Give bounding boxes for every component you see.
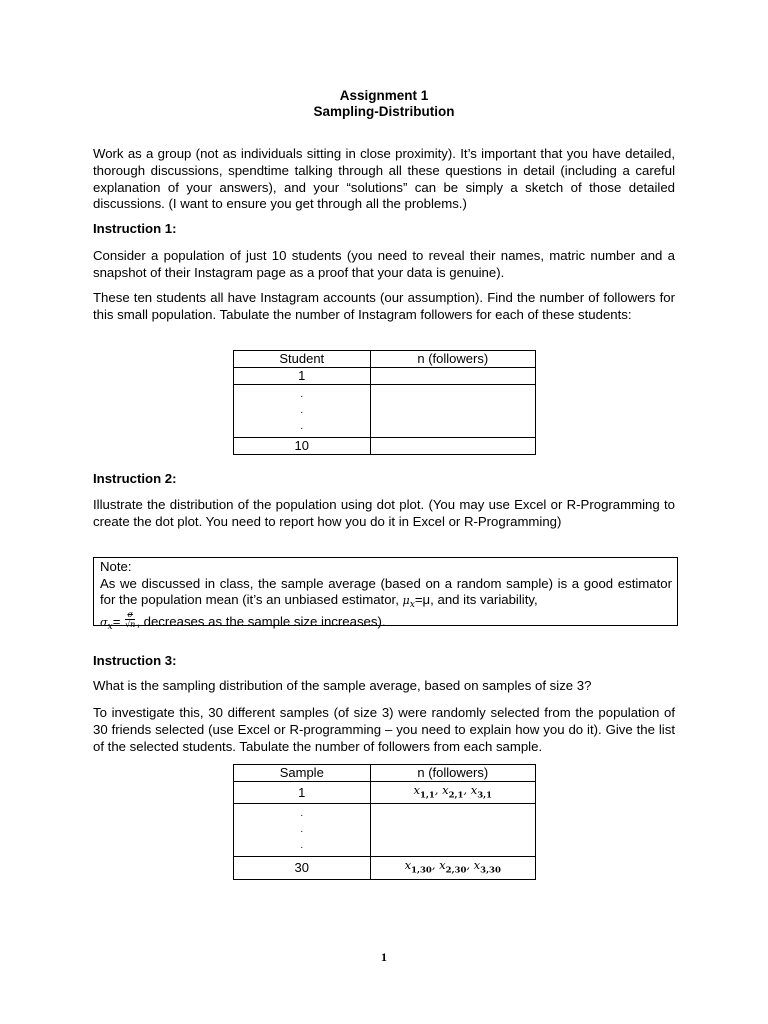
intro-paragraph: Work as a group (not as individuals sitting in close proximity). It’s important that you have detailed, thorough discussions, spendtime talking through all these questions in detail (including a careful explanation of your answers), and your “solutions” can be simply a sketch of those detailed discussions. (I want to ensure you get through all the problems.): [93, 146, 675, 212]
equals-sign: =: [112, 613, 121, 629]
assignment-title: Assignment 1: [339, 88, 429, 103]
page-number: 1: [381, 950, 387, 964]
table-cell: [370, 804, 535, 857]
table-cell: [370, 368, 535, 385]
assignment-subtitle: Sampling-Distribution: [313, 104, 455, 119]
ellipsis-dot: .: [300, 840, 304, 852]
mu-symbol: $\mu_x$: [402, 594, 415, 611]
table-row: [234, 804, 536, 857]
table-header-row: [234, 351, 536, 368]
table-cell: 30: [234, 857, 371, 879]
column-header: Student: [234, 351, 371, 368]
ellipsis-dot: .: [300, 389, 304, 400]
note-box: [93, 557, 678, 633]
table-row: [234, 857, 536, 879]
instruction-1-paragraph-2: These ten students all have Instagram accounts (our assumption). Find the number of followers for this small population. Tabulate the number of Instagram followers for each of these students:: [93, 290, 675, 322]
ellipsis-dot: .: [300, 808, 304, 820]
column-header: Sample: [234, 765, 371, 782]
ellipsis-dot: .: [300, 421, 304, 432]
column-header: n (followers): [370, 765, 535, 782]
ellipsis-dot: .: [300, 405, 304, 416]
instruction-2-paragraph: Illustrate the distribution of the population using dot plot. (You may use Excel or R-Programming to create the dot plot. You need to report how you do it in Excel or R-Programming): [93, 497, 675, 529]
ellipsis-dot: .: [300, 824, 304, 836]
note-label: Note:: [100, 559, 132, 574]
table-cell-math: $x_{1,30}$, $x_{2,30}$, $x_{3,30}$: [370, 857, 535, 879]
table-cell: 10: [234, 438, 371, 455]
instruction-1-heading: Instruction 1:: [93, 221, 177, 236]
note-text: [100, 576, 672, 636]
table-cell: [370, 438, 535, 455]
instruction-2-heading: Instruction 2:: [93, 471, 177, 486]
table-cell: 1: [234, 368, 371, 385]
table-row: [234, 368, 536, 385]
instruction-1-paragraph-1: Consider a population of just 10 students (you need to reveal their names, matric number and a snapshot of their Instagram page as a proof that your data is genuine).: [93, 248, 675, 280]
students-table: [233, 350, 536, 455]
instruction-3-paragraph-2: To investigate this, 30 different samples (of size 3) were randomly selected from the population of 30 friends selected (use Excel or R-programming – you need to explain how you do it). Give the list of the selected students. Tabulate the number of followers from each sample.: [93, 705, 675, 754]
table-cell: 1: [234, 782, 371, 804]
table-row: [234, 385, 536, 438]
column-header: n (followers): [370, 351, 535, 368]
mu-equation: =μ, and its variability,: [414, 592, 538, 608]
sigma-over-root-n-fraction: $\frac{\sigma}{√n}$: [125, 609, 136, 629]
table-cell: [234, 804, 371, 857]
note-text-after: , decreases as the sample size increases).: [136, 613, 386, 629]
table-row: [234, 782, 536, 804]
sigma-symbol: $\sigma_x$: [100, 615, 113, 633]
table-row: [234, 438, 536, 455]
note-text-before: As we discussed in class, the sample average (based on a random sample) is a good estimator for the population mean (it’s an unbiased estimator,: [100, 575, 672, 608]
instruction-3-paragraph-1: What is the sampling distribution of the sample average, based on samples of size 3?: [93, 678, 592, 693]
table-header-row: [234, 765, 536, 782]
samples-table: [233, 764, 536, 880]
table-cell: [370, 385, 535, 438]
table-cell-math: $x_{1,1}$, $x_{2,1}$, $x_{3,1}$: [370, 782, 535, 804]
table-cell: [234, 385, 371, 438]
instruction-3-heading: Instruction 3:: [93, 653, 177, 668]
